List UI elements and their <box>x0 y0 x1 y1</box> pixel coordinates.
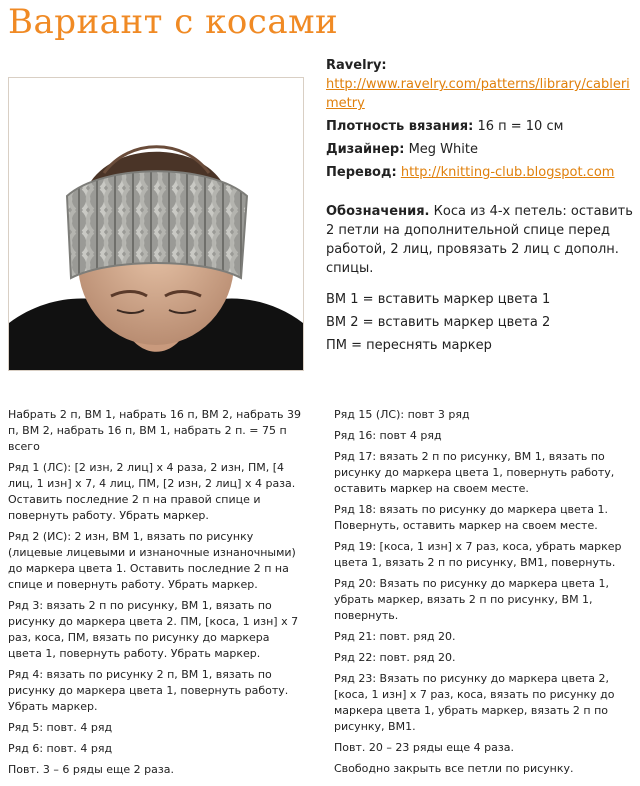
page-title: Вариант с косами <box>8 2 339 42</box>
instruction-row: Ряд 20: Вязать по рисунку до маркера цвета 1, убрать маркер, вязать 2 п по рисунку, ВМ 1, повернуть. <box>334 577 610 622</box>
legend <box>326 202 634 355</box>
translation-link[interactable]: http://knitting-club.blogspot.com <box>400 165 615 180</box>
instruction-row: Ряд 6: повт. 4 ряд <box>8 742 113 755</box>
ravelry-row <box>326 56 634 113</box>
legend-entry: ВМ 1 = вставить маркер цвета 1 <box>326 292 551 307</box>
legend-label: Обозначения. <box>326 204 430 219</box>
instruction-row: Ряд 2 (ИС): 2 изн, ВМ 1, вязать по рисунку (лицевые лицевыми и изнаночные изнаночными) до маркера цвета 1. Оставить последние 2 п на спице и повернуть работу. Убрать маркер. <box>8 530 296 591</box>
ravelry-label: Ravelry: <box>326 58 387 73</box>
instruction-row: Ряд 23: Вязать по рисунку до маркера цвета 2, [коса, 1 изн] х 7 раз, коса, вязать по рисунку до маркера цвета 1, убрать маркер, вязать 2 п по рисунку, ВМ1. <box>334 672 615 733</box>
designer-value: Meg White <box>408 142 478 157</box>
legend-entry: ПМ = переснять маркер <box>326 338 492 353</box>
instruction-row: Ряд 5: повт. 4 ряд <box>8 721 113 734</box>
instruction-row: Ряд 22: повт. ряд 20. <box>334 651 456 664</box>
instruction-row: Набрать 2 п, ВМ 1, набрать 16 п, ВМ 2, набрать 39 п, ВМ 2, набрать 16 п, ВМ 1, набрать 2 п. = 75 п всего <box>8 408 301 453</box>
instruction-row: Ряд 15 (ЛС): повт 3 ряд <box>334 408 470 421</box>
instruction-row: Ряд 4: вязать по рисунку 2 п, ВМ 1, вязать по рисунку до маркера цвета 1, повернуть работу. Убрать маркер. <box>8 668 289 713</box>
gauge-value: 16 п = 10 см <box>477 119 564 134</box>
gauge-label: Плотность вязания: <box>326 119 474 134</box>
instruction-row: Ряд 1 (ЛС): [2 изн, 2 лиц] х 4 раза, 2 изн, ПМ, [4 лиц, 1 изн] х 7, 4 лиц, ПМ, [2 изн, 2 лиц] х 4 раза. Оставить последние 2 п на правой спице и повернуть работу. Убрать маркер. <box>8 461 296 522</box>
instruction-row: Свободно закрыть все петли по рисунку. <box>334 762 574 775</box>
designer-label: Дизайнер: <box>326 142 405 157</box>
instruction-row: Ряд 18: вязать по рисунку до маркера цвета 1. Повернуть, оставить маркер на своем месте. <box>334 503 608 532</box>
translation-row <box>326 163 634 182</box>
designer-row <box>326 140 634 159</box>
instruction-row: Ряд 3: вязать 2 п по рисунку, ВМ 1, вязать по рисунку до маркера цвета 2. ПМ, [коса, 1 изн] х 7 раз, коса, ПМ, вязать по рисунку до маркера цвета 1, повернуть работу. Убрать маркер. <box>8 599 299 660</box>
instructions-left <box>8 407 305 783</box>
instruction-row: Ряд 16: повт 4 ряд <box>334 429 442 442</box>
instruction-row: Ряд 17: вязать 2 п по рисунку, ВМ 1, вязать по рисунку до маркера цвета 1, повернуть работу, оставить маркер на своем месте. <box>334 450 615 495</box>
instruction-row: Повт. 20 – 23 ряды еще 4 раза. <box>334 741 514 754</box>
legend-description: Коса из 4-х петель: оставить 2 петли на дополнительной спице перед работой, 2 лиц, провязать 2 лиц с дополн. спицы. <box>326 204 633 276</box>
ravelry-link[interactable]: http://www.ravelry.com/patterns/library/cablerimetry <box>326 77 630 111</box>
legend-text <box>326 202 634 278</box>
headband-photo <box>8 77 304 371</box>
instructions-right <box>334 407 631 782</box>
instruction-row: Ряд 19: [коса, 1 изн] х 7 раз, коса, убрать маркер цвета 1, вязать 2 п по рисунку, ВМ1, повернуть. <box>334 540 622 569</box>
gauge-row <box>326 117 634 136</box>
translation-label: Перевод: <box>326 165 397 180</box>
instruction-row: Ряд 21: повт. ряд 20. <box>334 630 456 643</box>
legend-entry: ВМ 2 = вставить маркер цвета 2 <box>326 315 551 330</box>
headband-image <box>9 78 303 370</box>
instruction-row: Повт. 3 – 6 ряды еще 2 раза. <box>8 763 174 776</box>
pattern-info <box>326 56 634 359</box>
